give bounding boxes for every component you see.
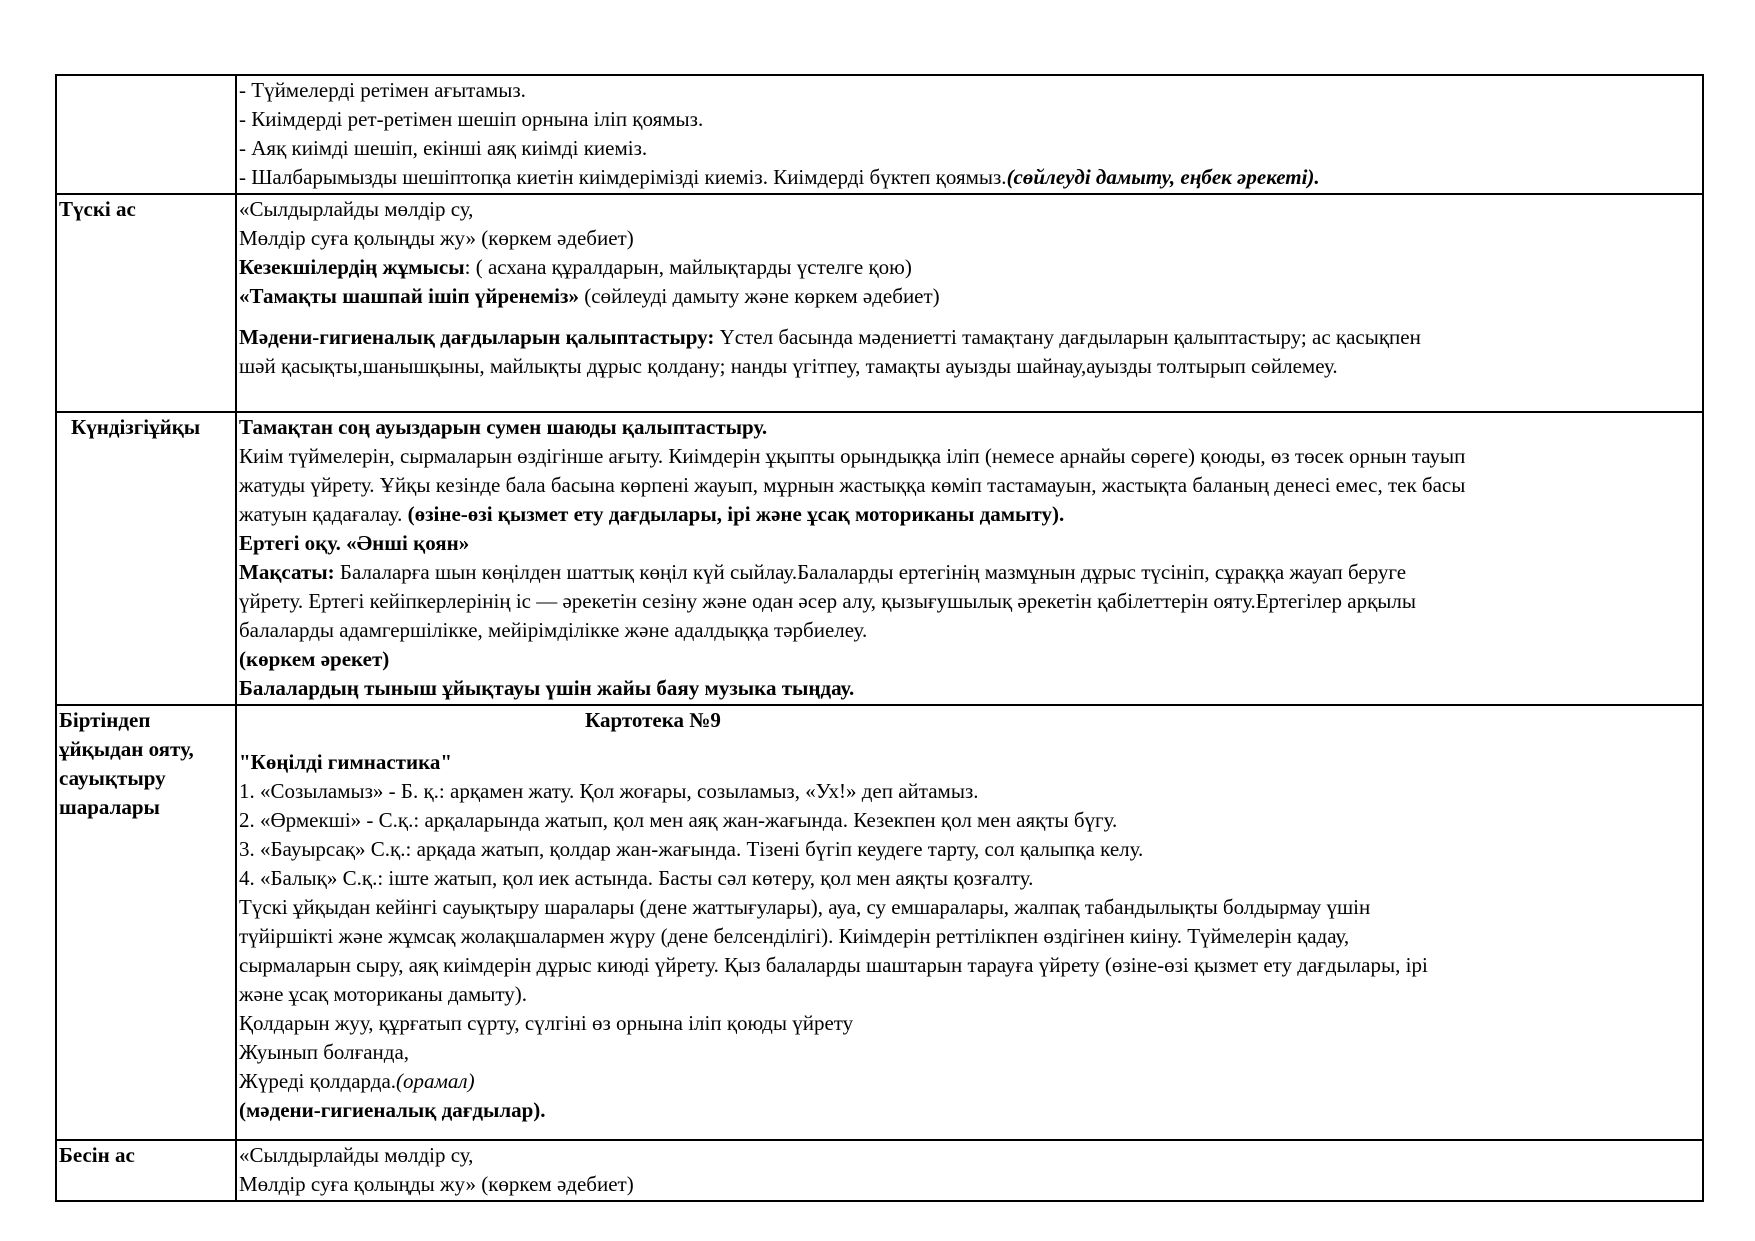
bold-span: Кезекшілердің жұмысы xyxy=(239,255,465,279)
text-line: түйіршікті және жұмсақ жолақшалармен жүру (дене белсенділігі). Киімдерін реттілікпен өздігінен киіну. Түймелерін қадау, xyxy=(239,924,1350,948)
text-line: сырмаларын сыру, аяқ киімдерін дұрыс киюді үйрету. Қыз балаларды шаштарын тарауға үйрету (өзіне-өзі қызмет ету дағдылары, ірі xyxy=(239,953,1428,977)
text-span: : ( асхана құралдарын, майлықтарды үстелге қою) xyxy=(464,255,912,279)
italic-span: (орамал) xyxy=(396,1069,475,1093)
text-line: жатуды үйрету. Ұйқы кезінде бала басына көрпені жауып, мұрнын жастыққа көміп тастамауын, жастықта баланың денесі емес, тек басы xyxy=(239,473,1466,497)
text-line: (мәдени-гигиеналық дағдылар). xyxy=(239,1098,546,1122)
table-row xyxy=(56,1140,1703,1201)
text-line: шәй қасықты,шанышқыны, майлықты дұрыс қолдану; нанды үгітпеу, тамақты ауызды шайнау,ауызды толтырып сөйлемеу. xyxy=(239,354,1338,378)
text-line: Жуынып болғанда, xyxy=(239,1040,410,1064)
text-line: - Түймелерді ретімен ағытамыз. xyxy=(239,78,526,102)
spacer xyxy=(239,735,1702,748)
bold-span: (өзіне-өзі қызмет ету дағдылары, ірі және ұсақ моториканы дамыту). xyxy=(407,502,1065,526)
text-line: Қолдарын жуу, құрғатып сүрту, сүлгіні өз орнына іліп қоюды үйрету xyxy=(239,1011,854,1035)
activity-tag: (сөйлеуді дамыту, еңбек әрекеті). xyxy=(1006,165,1320,189)
text-line: балаларды адамгершілікке, мейірімділікке және адалдыққа тәрбиелеу. xyxy=(239,618,868,642)
text-span: - Шалбарымызды шешіптопқа киетін киімдерімізді киеміз. Киімдерді бүктеп қоямыз. xyxy=(239,165,1007,189)
row-content xyxy=(236,1140,1703,1201)
text-line: Балалардың тыныш ұйықтауы үшін жайы баяу музыка тыңдау. xyxy=(239,676,855,700)
text-line: 2. «Өрмекші» - С.қ.: арқаларында жатып, қол мен аяқ жан-жағында. Кезекпен қол мен аяқты бүгу. xyxy=(239,808,1118,832)
text-line xyxy=(239,282,1702,311)
row-content xyxy=(236,705,1703,1140)
row-content xyxy=(236,194,1703,412)
bold-span: Мәдени-гигиеналық дағдыларын қалыптастыру: xyxy=(239,325,715,349)
text-line: Киім түймелерін, сырмаларын өздігінше ағыту. Киімдерін ұқыпты орындыққа іліп (немесе арнайы сөреге) қоюды, өз төсек орнын тауып xyxy=(239,444,1466,468)
row-content xyxy=(236,412,1703,705)
table-row xyxy=(56,412,1703,705)
table-row xyxy=(56,705,1703,1140)
text-line xyxy=(239,323,1702,352)
spacer xyxy=(239,311,1702,323)
row-content xyxy=(236,75,1703,194)
plan-table xyxy=(55,74,1704,1202)
table-row xyxy=(56,194,1703,412)
bold-span: Мақсаты: xyxy=(239,560,335,584)
row-label: Түскі ас xyxy=(56,194,236,412)
text-span: Үстел басында мәдениетті тамақтану дағдыларын қалыптастыру; ас қасықпен xyxy=(714,325,1421,349)
text-line xyxy=(239,1067,1702,1096)
section-heading: "Көңілді гимнастика" xyxy=(239,750,453,774)
text-line xyxy=(239,558,1702,587)
text-line: - Киімдерді рет-ретімен шешіп орнына іліп қоямыз. xyxy=(239,107,704,131)
text-line: Түскі ұйқыдан кейінгі сауықтыру шаралары (дене жаттығулары), ауа, су емшаралары, жалпақ табандылықты болдырмау үшін xyxy=(239,895,1371,919)
row-label: Бесін ас xyxy=(56,1140,236,1201)
text-line: үйрету. Ертегі кейіпкерлерінің іс — әрекетін сезіну және одан әсер алу, қызығушылық әрекетін қабілеттерін ояту.Ертегілер арқылы xyxy=(239,589,1416,613)
text-line: (көркем әрекет) xyxy=(239,647,390,671)
row-label xyxy=(56,75,236,194)
text-line: - Аяқ киімді шешіп, екінші аяқ киімді киеміз. xyxy=(239,136,648,160)
card-title: Картотека №9 xyxy=(585,708,721,732)
text-span: Балаларға шын көңілден шаттық көңіл күй сыйлау.Балаларды ертегінің мазмұнын дұрыс түсініп, сұраққа жауап беруге xyxy=(334,560,1407,584)
row-label: Біртіндеп ұйқыдан ояту, сауықтыру шаралары xyxy=(56,705,236,1140)
text-line xyxy=(239,163,1702,192)
text-line: Мөлдір суға қолыңды жу» (көркем әдебиет) xyxy=(239,226,634,250)
table-row xyxy=(56,75,1703,194)
text-span: (сөйлеуді дамыту және көркем әдебиет) xyxy=(578,284,940,308)
text-line xyxy=(239,500,1702,529)
text-line: Тамақтан соң ауыздарын сумен шаюды қалыптастыру. xyxy=(239,415,768,439)
text-span: жатуын қадағалау. xyxy=(239,502,408,526)
text-line: Ертегі оқу. «Әнші қоян» xyxy=(239,531,470,555)
text-line: «Сылдырлайды мөлдір су, xyxy=(239,197,474,221)
text-line xyxy=(239,253,1702,282)
text-line: 1. «Созыламыз» - Б. қ.: арқамен жату. Қол жоғары, созыламыз, «Ух!» деп айтамыз. xyxy=(239,779,979,803)
text-line: және ұсақ моториканы дамыту). xyxy=(239,982,527,1006)
bold-span: «Тамақты шашпай ішіп үйренеміз» xyxy=(239,284,579,308)
row-label: Күндізгіұйқы xyxy=(56,412,236,705)
text-span: Жүреді қолдарда. xyxy=(239,1069,397,1093)
text-line: 3. «Бауырсақ» С.қ.: арқада жатып, қолдар жан-жағында. Тізені бүгіп кеудеге тарту, сол қалыпқа келу. xyxy=(239,837,1144,861)
text-line: Мөлдір суға қолыңды жу» (көркем әдебиет) xyxy=(239,1172,634,1196)
text-line: «Сылдырлайды мөлдір су, xyxy=(239,1143,474,1167)
text-line: 4. «Балық» С.қ.: іште жатып, қол иек астында. Басты сәл көтеру, қол мен аяқты қозғалту. xyxy=(239,866,1034,890)
